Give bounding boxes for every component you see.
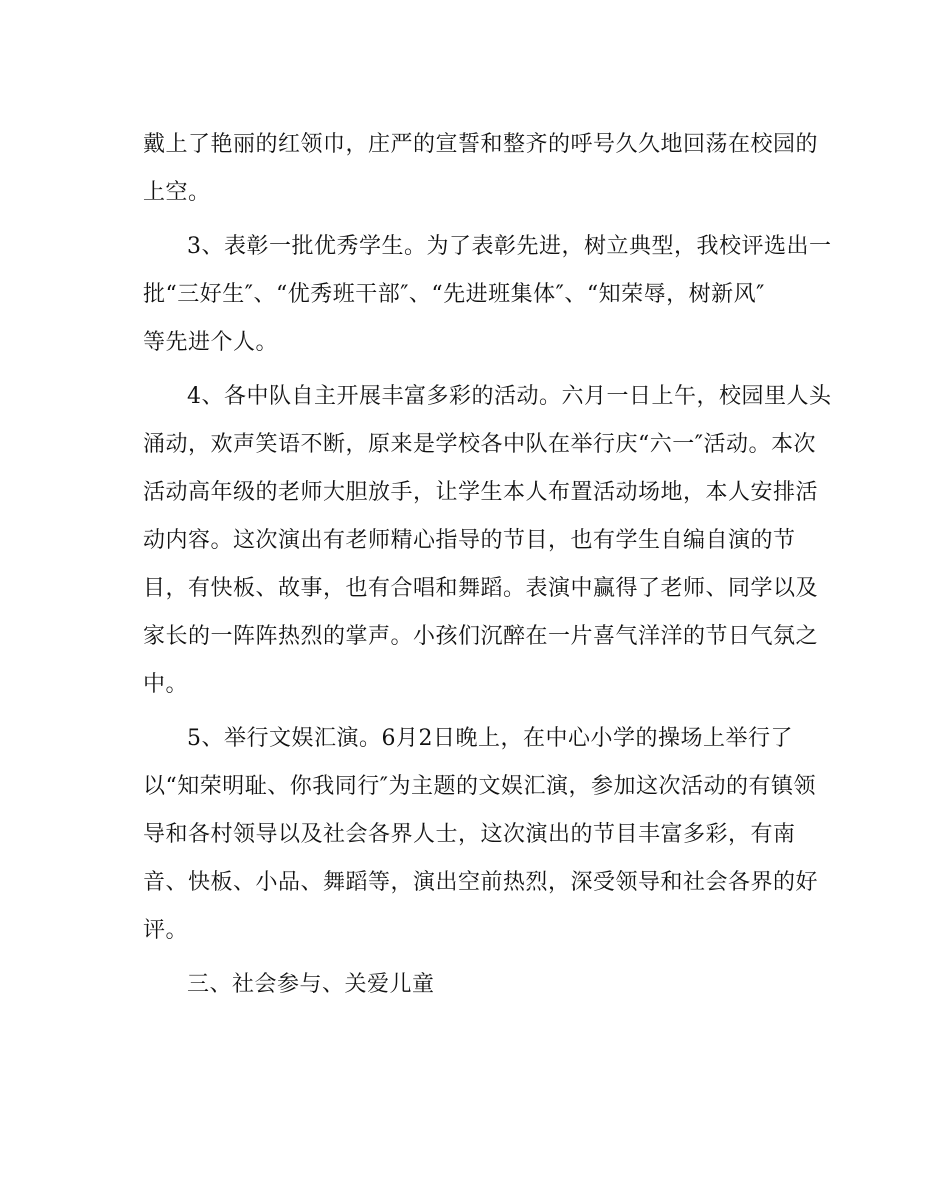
text-line: 等先进个人。 <box>143 330 279 355</box>
text-line: 家长的一阵阵热烈的掌声。小孩们沉醉在一片喜气洋洋的节日气氛之 <box>143 624 819 649</box>
text-line: 戴上了艳丽的红领巾，庄严的宣誓和整齐的呼号久久地回荡在校园的 <box>143 132 819 157</box>
text-line: 批“三好生″、“优秀班干部″、“先进班集体″、“知荣辱，树新风″ <box>143 282 765 307</box>
text-line: 活动高年级的老师大胆放手，让学生本人布置活动场地，本人安排活 <box>143 480 819 505</box>
paragraph-start-line: 5、举行文娱汇演。6月2日晚上，在中心小学的操场上举行了 <box>187 726 793 751</box>
text-line: 导和各村领导以及社会各界人士，这次演出的节目丰富多彩，有南 <box>143 822 796 847</box>
text-line: 目，有快板、故事，也有合唱和舞蹈。表演中赢得了老师、同学以及 <box>143 576 819 601</box>
text-line: 涌动，欢声笑语不断，原来是学校各中队在举行庆“六一″活动。本次 <box>143 432 816 457</box>
paragraph-start-line: 3、表彰一批优秀学生。为了表彰先进，树立典型，我校评选出一 <box>187 234 832 259</box>
text-line: 音、快板、小品、舞蹈等，演出空前热烈，深受领导和社会各界的好 <box>143 870 819 895</box>
paragraph-start-line: 4、各中队自主开展丰富多彩的活动。六月一日上午，校园里人头 <box>187 384 832 409</box>
text-line: 上空。 <box>143 180 211 205</box>
text-line: 中。 <box>143 672 189 697</box>
text-line: 评。 <box>143 918 189 943</box>
section-heading: 三、社会参与、关爱儿童 <box>187 972 435 997</box>
text-line: 以“知荣明耻、你我同行″为主题的文娱汇演，参加这次活动的有镇领 <box>143 774 816 799</box>
text-line: 动内容。这次演出有老师精心指导的节目，也有学生自编自演的节 <box>143 528 796 553</box>
